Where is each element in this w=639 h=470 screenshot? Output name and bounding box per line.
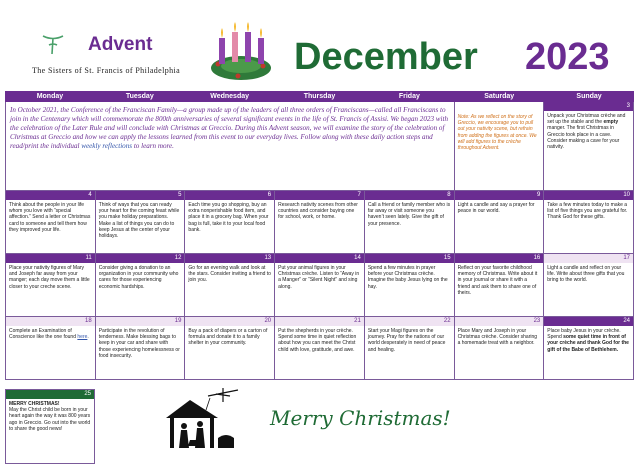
merry-christmas-text: Merry Christmas!: [270, 406, 451, 430]
day-text: Unpack your Christmas crèche and set up the stable and the empty manger. The first Christmas in Greccio took place in a cave. Consider making a cave for your nativity.: [547, 113, 626, 151]
day-cell-25: [5, 389, 95, 464]
day-cell-21: [275, 317, 365, 380]
calendar-grid: [5, 91, 634, 380]
advent-title: Advent: [88, 34, 153, 55]
weekday-label: Friday: [398, 93, 420, 100]
advent-note-text: Note: As we reflect on the story of Greccio, we encourage you to pull out your nativity scene, but refrain from adding the figures at once. We will add figures to the crèche throughout Advent.: [457, 114, 537, 152]
day-text: Think about the people in your life whom you love with “special affection.” Send a letter or Christmas card to someone and tell them how they improved your life.: [9, 202, 91, 233]
day-number: 10: [544, 191, 633, 200]
calendar-header: [0, 0, 639, 90]
day-number: 8: [365, 191, 454, 200]
day-number: 21: [275, 317, 364, 326]
day-text: Complete an Examination of Conscience like the one found here.: [9, 328, 89, 341]
advent-note: [455, 102, 545, 191]
day-text: Light a candle and say a prayer for peace in our world.: [457, 202, 535, 215]
day-number: 3: [544, 102, 633, 111]
day-cell-15: [365, 254, 455, 317]
day-text: MERRY CHRISTMAS! May the Christ child be born in your heart again the way it was 800 years ago in Greccio. Go out into the world to share the good news!: [9, 401, 91, 432]
week-row: [5, 254, 634, 317]
day-cell-13: [185, 254, 275, 317]
day-cell-24: [544, 317, 634, 380]
intro-text: In October 2021, the Conference of the Franciscan Family—a group made up of the leaders of all three orders of Franciscans—called all Franciscans to join in the Centenary which will commemorate the 800th anniversaries of several significant events in the life of St. Francis of Assisi. We began 2023 with the celebration of the Later Rule and will conclude with Christmas at Greccio. During this Advent season, we will examine the story of the celebration of Christmas at Greccio and how we can apply the lessons learned from this event to our everyday lives. Follow along with these daily action steps and read/print the individual: [10, 106, 448, 150]
day-number: 7: [275, 191, 364, 200]
day-cell-3: [544, 102, 634, 191]
day-cell-23: [455, 317, 545, 380]
day-text: Put the shepherds in your crèche. Spend some time in quiet reflection about how you can meet the Christ child with love, gratitude, and awe.: [278, 328, 357, 353]
weekday-label: Sunday: [576, 93, 602, 100]
advent-wreath-icon: [208, 20, 274, 84]
year-title: 2023: [525, 36, 610, 78]
tau-logo-icon: [40, 34, 66, 56]
day-cell-4: [6, 191, 96, 254]
day-number: 6: [185, 191, 274, 200]
week-row: [5, 102, 634, 191]
day-text: Place your nativity figures of Mary and Joseph far away from your manger; each day move them a little closer to your creche scene.: [9, 265, 90, 290]
day-cell-19: [96, 317, 186, 380]
day-text: Light a candle and reflect on your life. Write about three gifts that you bring to the world.: [547, 265, 625, 284]
day-number: 25: [6, 390, 94, 399]
day-number: 13: [185, 254, 274, 263]
day-number: 11: [6, 254, 95, 263]
month-title: December: [294, 36, 478, 78]
day-cell-17: [544, 254, 634, 317]
examination-link[interactable]: here: [77, 334, 88, 341]
day-number: 24: [544, 317, 633, 326]
day-text: Place Mary and Joseph in your Christmas crèche. Consider sharing a homemade treat with a neighbor.: [457, 328, 538, 347]
day-number: 18: [6, 317, 95, 326]
intro-paragraph: [6, 102, 455, 191]
day-number: 16: [455, 254, 544, 263]
day-cell-7: [275, 191, 365, 254]
day-cell-9: [455, 191, 545, 254]
org-name: The Sisters of St. Francis of Philadelphia: [32, 66, 181, 75]
day-cell-8: [365, 191, 455, 254]
day-text: Put your animal figures in your Christmas crèche. Listen to “Away in a Manger” or “Silent Night” and sing along.: [278, 265, 360, 290]
day-text: Go for an evening walk and look at the stars. Consider inviting a friend to join you.: [188, 265, 271, 284]
day-text: Each time you go shopping, buy an extra nonperishable food item, and place it in a grocery bag. When your bag is full, take it to your local food bank.: [188, 202, 269, 233]
day-cell-16: [455, 254, 545, 317]
day-number: 19: [96, 317, 185, 326]
weekday-label: Monday: [36, 93, 64, 100]
day-text: Buy a pack of diapers or a carton of formula and donate it to a family shelter in your community.: [188, 328, 268, 347]
day-cell-11: [6, 254, 96, 317]
day-cell-14: [275, 254, 365, 317]
day-text: Take a few minutes today to make a list of five things you are grateful for. Thank God for these gifts.: [547, 202, 628, 221]
day-number: 22: [365, 317, 454, 326]
day-cell-18: [6, 317, 96, 380]
weekday-label: Wednesday: [210, 93, 250, 100]
weekday-header: [5, 91, 634, 102]
week-row: [5, 317, 634, 380]
day-number: 20: [185, 317, 274, 326]
day-text: Place baby Jesus in your crèche. Spend some quiet time in front of your crèche and thank God for the gift of the Babe of Bethlehem.: [547, 328, 629, 353]
week-row: [5, 191, 634, 254]
day-number: 4: [6, 191, 95, 200]
day-cell-6: [185, 191, 275, 254]
day-text: Consider giving a donation to an organization in your community who cares for those experiencing economic hardships.: [98, 265, 179, 290]
day-text: Start your Magi figures on the journey. Pray for the nations of our world desperately in need of peace and healing.: [367, 328, 446, 353]
nativity-silhouette-icon: [148, 388, 248, 450]
christmas-title: MERRY CHRISTMAS!: [9, 401, 60, 407]
day-number: 12: [96, 254, 185, 263]
day-number: 23: [455, 317, 544, 326]
weekday-label: Thursday: [303, 93, 336, 100]
day-number: 9: [455, 191, 544, 200]
intro-tail: to learn more.: [132, 142, 174, 150]
day-cell-5: [96, 191, 186, 254]
day-text: Call a friend or family member who is far away or visit someone you haven’t seen lately. Give the gift of your presence.: [367, 202, 451, 227]
weekday-label: Saturday: [484, 93, 515, 100]
day-cell-22: [365, 317, 455, 380]
day-number: 5: [96, 191, 185, 200]
day-number: 15: [365, 254, 454, 263]
day-number: 14: [275, 254, 364, 263]
day-number: 17: [544, 254, 633, 263]
weekly-reflections-link[interactable]: weekly reflections: [81, 142, 133, 150]
day-text: Spend a few minutes in prayer before your Christmas crèche. Imagine the baby Jesus lying on the hay.: [367, 265, 448, 290]
day-text: Think of ways that you can ready your heart for the coming feast while you make holiday preparations. Make a list of things you can do to keep Jesus at the center of your holidays.: [98, 202, 180, 240]
day-cell-12: [96, 254, 186, 317]
day-text: Research nativity scenes from other countries and consider buying one for school, work, or home.: [278, 202, 358, 221]
day-cell-20: [185, 317, 275, 380]
day-text: Reflect on your favorite childhood memory of Christmas. Write about it in your journal or share it with a friend and ask them to share one of theirs.: [457, 265, 538, 296]
day-text: Participate in the revolution of tenderness. Make blessing bags to keep in your car and share with those experiencing homelessness or food insecurity.: [98, 328, 180, 359]
day-cell-10: [544, 191, 634, 254]
weekday-label: Tuesday: [125, 93, 154, 100]
